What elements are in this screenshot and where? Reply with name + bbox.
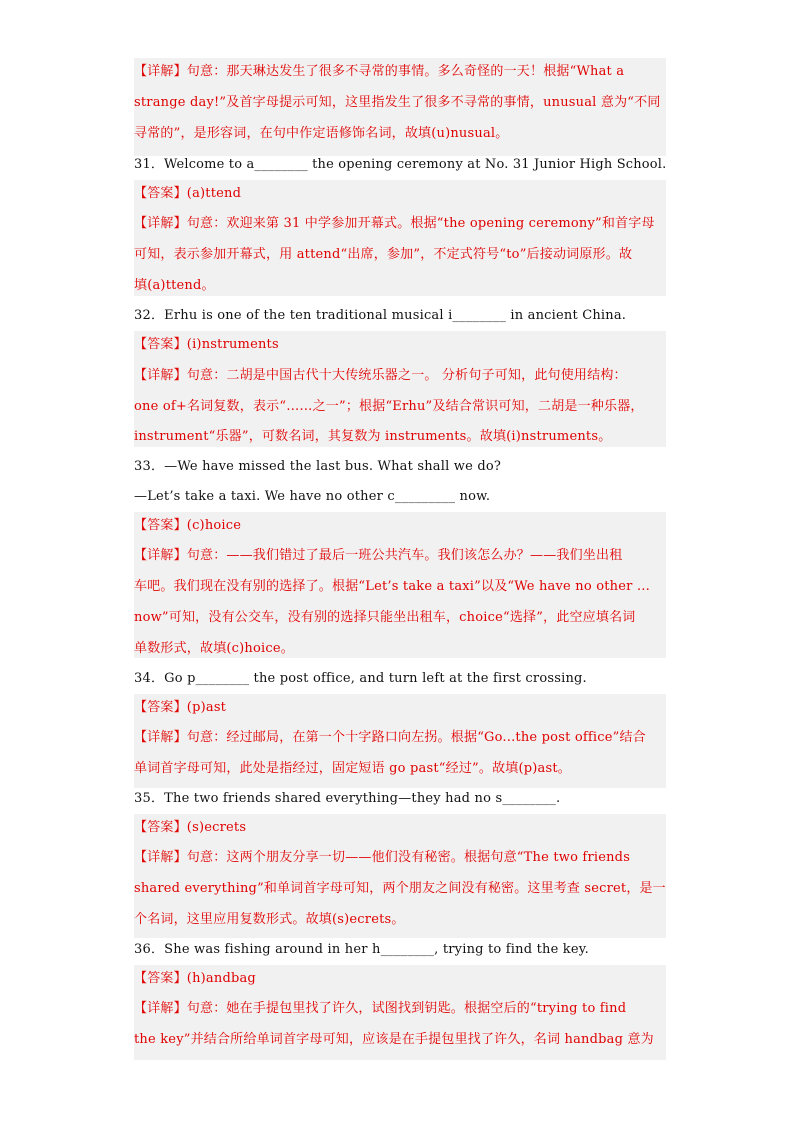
q30-detail-line-1: 【详解】句意：那天琳达发生了很多不寻常的事情。多么奇怪的一天！根据“What a — [134, 64, 625, 79]
q35-detail-line-3: 个名词，这里应用复数形式。故填(s)ecrets。 — [134, 912, 405, 927]
q36-answer: 【答案】(h)andbag — [134, 971, 256, 986]
q32-detail-line-2: one of+名词复数，表示“……之一”；根据“Erhu”及结合常识可知，二胡是一种乐器， — [134, 399, 644, 414]
q31-detail-line-2: 可知，表示参加开幕式，用 attend“出席，参加”，不定式符号“to”后接动词原形。故 — [134, 247, 633, 262]
q32-answer: 【答案】(i)nstruments — [134, 337, 279, 352]
q34-detail-line-2: 单词首字母可知，此处是指经过，固定短语 go past“经过”。故填(p)ast。 — [134, 761, 571, 776]
q31-answer: 【答案】(a)ttend — [134, 186, 242, 201]
q33-answer: 【答案】(c)hoice — [134, 518, 242, 533]
q33-detail-line-4: 单数形式，故填(c)hoice。 — [134, 641, 294, 656]
q33-question-line-2: —Let’s take a taxi. We have no other c_________ now. — [134, 489, 491, 504]
q34-question: 34．Go p________ the post office, and turn left at the first crossing. — [134, 671, 587, 686]
q35-question: 35．The two friends shared everything—they had no s________. — [134, 791, 561, 806]
q35-answer: 【答案】(s)ecrets — [134, 820, 247, 835]
q30-detail-line-3: 寻常的”，是形容词，在句中作定语修饰名词，故填(u)nusual。 — [134, 126, 509, 141]
q33-detail-line-3: now”可知，没有公交车，没有别的选择只能坐出租车，choice“选择”，此空应填名词 — [134, 610, 636, 625]
q32-detail-line-3: instrument“乐器”，可数名词，其复数为 instruments。故填(i)nstruments。 — [134, 429, 612, 444]
q36-question: 36．She was fishing around in her h________, trying to find the key. — [134, 942, 589, 957]
q30-detail-line-2: strange day!”及首字母提示可知，这里指发生了很多不寻常的事情，unusual 意为“不同 — [134, 95, 661, 110]
q31-detail-line-1: 【详解】句意：欢迎来第 31 中学参加开幕式。根据“the opening ceremony”和首字母 — [134, 216, 655, 231]
q36-detail-line-1: 【详解】句意：她在手提包里找了许久，试图找到钥匙。根据空后的“trying to find — [134, 1001, 627, 1016]
q31-detail-line-3: 填(a)ttend。 — [134, 278, 215, 293]
q34-detail-line-1: 【详解】句意：经过邮局，在第一个十字路口向左拐。根据“Go...the post office”结合 — [134, 730, 646, 745]
q34-answer: 【答案】(p)ast — [134, 700, 227, 715]
q33-question-line-1: 33．—We have missed the last bus. What shall we do? — [134, 459, 502, 474]
q35-detail-line-2: shared everything”和单词首字母可知，两个朋友之间没有秘密。这里考查 secret，是一 — [134, 881, 666, 896]
q31-question: 31．Welcome to a________ the opening ceremony at No. 31 Junior High School. — [134, 157, 667, 172]
q35-detail-line-1: 【详解】句意：这两个朋友分享一切——他们没有秘密。根据句意“The two friends — [134, 850, 631, 865]
q36-detail-line-2: the key”并结合所给单词首字母可知，应该是在手提包里找了许久，名词 handbag 意为 — [134, 1032, 654, 1047]
q33-detail-line-2: 车吧。我们现在没有别的选择了。根据“Let’s take a taxi”以及“We have no other … — [134, 579, 651, 594]
q32-detail-line-1: 【详解】句意：二胡是中国古代十大传统乐器之一。 分析句子可知，此句使用结构： — [134, 368, 627, 383]
q33-detail-line-1: 【详解】句意：——我们错过了最后一班公共汽车。我们该怎么办？——我们坐出租 — [134, 548, 623, 563]
q32-question: 32．Erhu is one of the ten traditional musical i________ in ancient China. — [134, 308, 627, 323]
